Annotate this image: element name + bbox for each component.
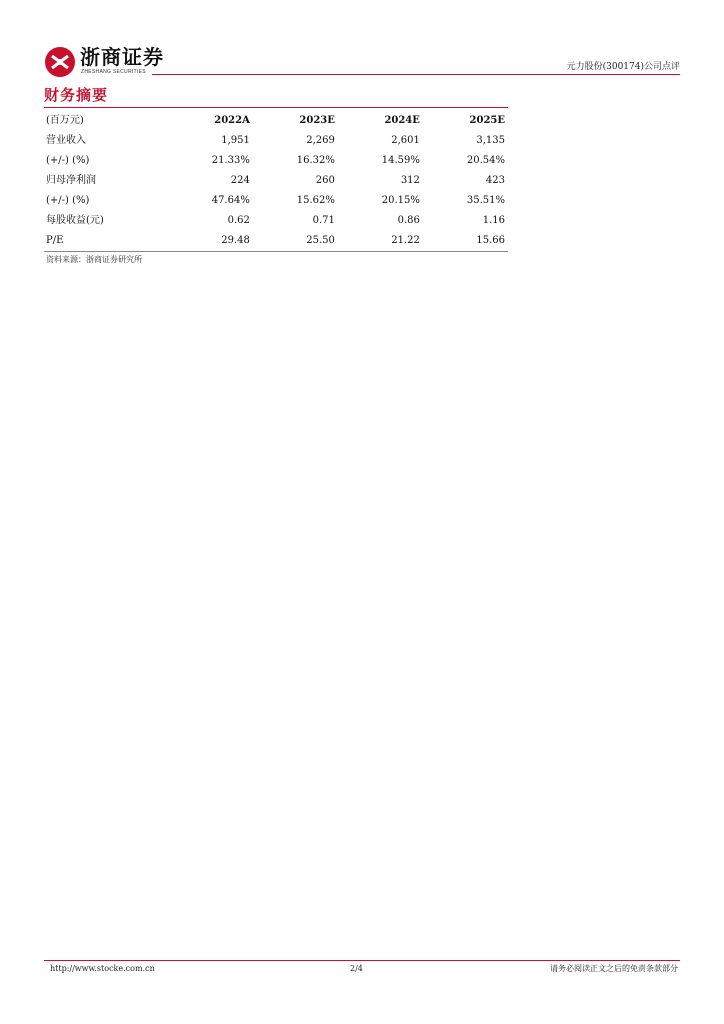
table-cell: 20.15% bbox=[381, 195, 420, 206]
table-cell: 2,269 bbox=[306, 135, 335, 146]
column-header-2023e: 2023E bbox=[299, 115, 335, 126]
logo-text: 浙商证券 bbox=[80, 45, 164, 69]
table-row bbox=[44, 211, 508, 231]
table-cell: 0.71 bbox=[312, 215, 335, 226]
column-header-unit: (百万元) bbox=[46, 115, 84, 126]
column-header-2025e: 2025E bbox=[469, 115, 505, 126]
table-row bbox=[44, 131, 508, 151]
source-note: 资料来源：浙商证券研究所 bbox=[46, 255, 142, 264]
table-cell: 25.50 bbox=[253, 231, 338, 252]
footer-url-link[interactable]: http://www.stocke.com.cn bbox=[50, 964, 155, 973]
table-cell: 47.64% bbox=[211, 195, 250, 206]
disclaimer-note: 请务必阅读正文之后的免责条款部分 bbox=[550, 964, 678, 973]
zheshang-logo-icon bbox=[44, 46, 76, 78]
section-title: 财务摘要 bbox=[44, 86, 109, 104]
logo-english-text: ZHESHANG SECURITIES bbox=[81, 69, 146, 75]
table-cell: 1.16 bbox=[482, 215, 505, 226]
table-cell: 20.54% bbox=[466, 155, 505, 166]
table-row bbox=[44, 151, 508, 171]
table-cell: 15.62% bbox=[296, 195, 335, 206]
table-header-row bbox=[44, 111, 508, 131]
page-number: 2/4 bbox=[350, 964, 363, 973]
financial-summary-table bbox=[44, 111, 508, 252]
header-divider bbox=[152, 74, 680, 75]
row-label: P/E bbox=[44, 231, 168, 252]
table-cell: 21.22 bbox=[338, 231, 423, 252]
table-cell: 312 bbox=[400, 175, 420, 186]
table-row bbox=[44, 171, 508, 191]
report-tag: 元力股份(300174)公司点评 bbox=[566, 62, 680, 72]
table-cell: 29.48 bbox=[168, 231, 253, 252]
row-label: 每股收益(元) bbox=[46, 215, 104, 226]
footer-divider bbox=[44, 960, 680, 961]
table-cell: 2,601 bbox=[391, 135, 420, 146]
table-cell: 21.33% bbox=[211, 155, 250, 166]
section-title-divider bbox=[44, 107, 508, 108]
row-label: (+/-) (%) bbox=[46, 195, 90, 206]
table-cell: 3,135 bbox=[476, 135, 505, 146]
table-cell: 0.62 bbox=[227, 215, 250, 226]
table-cell: 14.59% bbox=[381, 155, 420, 166]
page-header bbox=[44, 44, 680, 78]
table-row bbox=[44, 191, 508, 211]
row-label: 归母净利润 bbox=[46, 175, 96, 186]
table-cell: 0.86 bbox=[397, 215, 420, 226]
column-header-2024e: 2024E bbox=[384, 115, 420, 126]
table-cell: 16.32% bbox=[296, 155, 335, 166]
column-header-2022a: 2022A bbox=[214, 115, 250, 126]
row-label: (+/-) (%) bbox=[46, 155, 90, 166]
table-row bbox=[44, 231, 508, 252]
table-cell: 260 bbox=[315, 175, 335, 186]
table-cell: 35.51% bbox=[466, 195, 505, 206]
table-cell: 15.66 bbox=[423, 231, 508, 252]
table-cell: 423 bbox=[485, 175, 505, 186]
row-label: 营业收入 bbox=[46, 135, 86, 146]
table-cell: 1,951 bbox=[221, 135, 250, 146]
table-cell: 224 bbox=[230, 175, 250, 186]
